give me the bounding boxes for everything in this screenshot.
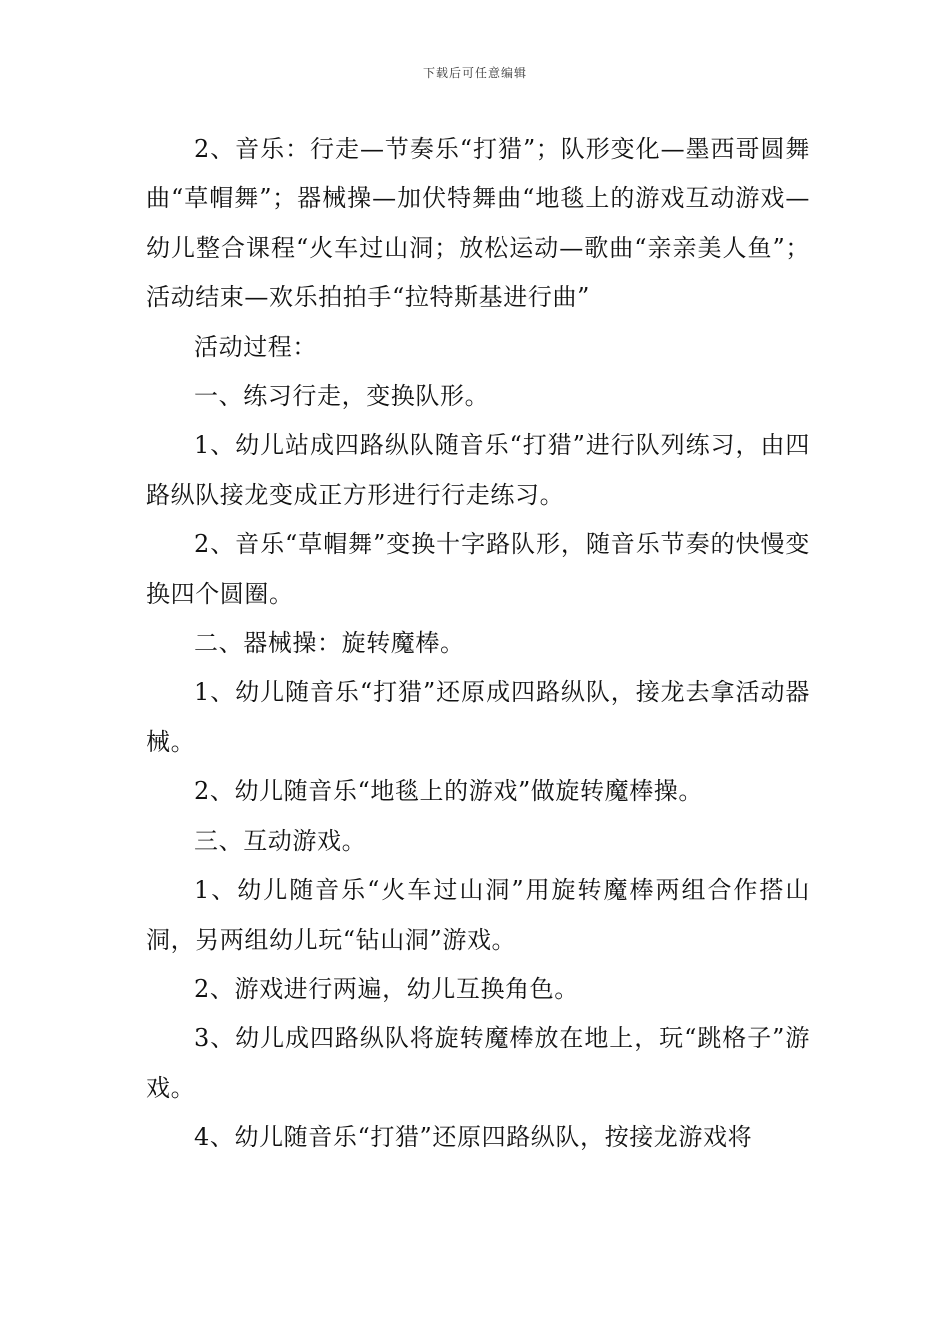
header-note: 下载后可任意编辑 bbox=[422, 66, 527, 80]
paragraph-process-heading: 活动过程： bbox=[194, 332, 317, 361]
paragraph-game-4: 4、幼儿随音乐“打猎”还原四路纵队，按接龙游戏将 bbox=[194, 1123, 753, 1152]
section-heading-equipment: 二、器械操：旋转魔棒。 bbox=[194, 629, 465, 658]
paragraph-game-3: 3、幼儿成四路纵队将旋转魔棒放在地上，玩“跳格子”游戏。 bbox=[146, 1024, 810, 1102]
paragraph-music: 2、音乐：行走—节奏乐“打猎”；队形变化—墨西哥圆舞曲“草帽舞”；器械操—加伏特舞曲“地毯上的游戏互动游戏—幼儿整合课程“火车过山洞；放松运动—歌曲“亲亲美人鱼”；活动结束—欢乐拍拍手“拉特斯基进行曲” bbox=[146, 135, 810, 312]
paragraph-equipment-2: 2、幼儿随音乐“地毯上的游戏”做旋转魔棒操。 bbox=[194, 777, 704, 806]
paragraph-equipment-1: 1、幼儿随音乐“打猎”还原成四路纵队，接龙去拿活动器械。 bbox=[146, 678, 810, 756]
paragraph-game-2: 2、游戏进行两遍，幼儿互换角色。 bbox=[194, 974, 579, 1003]
section-heading-game: 三、互动游戏。 bbox=[194, 826, 367, 855]
paragraph-game-1: 1、幼儿随音乐“火车过山洞”用旋转魔棒两组合作搭山洞，另两组幼儿玩“钻山洞”游戏。 bbox=[146, 876, 810, 954]
section-heading-walking: 一、练习行走，变换队形。 bbox=[194, 382, 490, 411]
paragraph-walking-1: 1、幼儿站成四路纵队随音乐“打猎”进行队列练习，由四路纵队接龙变成正方形进行行走练习。 bbox=[146, 431, 810, 509]
paragraph-walking-2: 2、音乐“草帽舞”变换十字路队形，随音乐节奏的快慢变换四个圆圈。 bbox=[146, 530, 810, 608]
document-body bbox=[146, 125, 810, 1163]
